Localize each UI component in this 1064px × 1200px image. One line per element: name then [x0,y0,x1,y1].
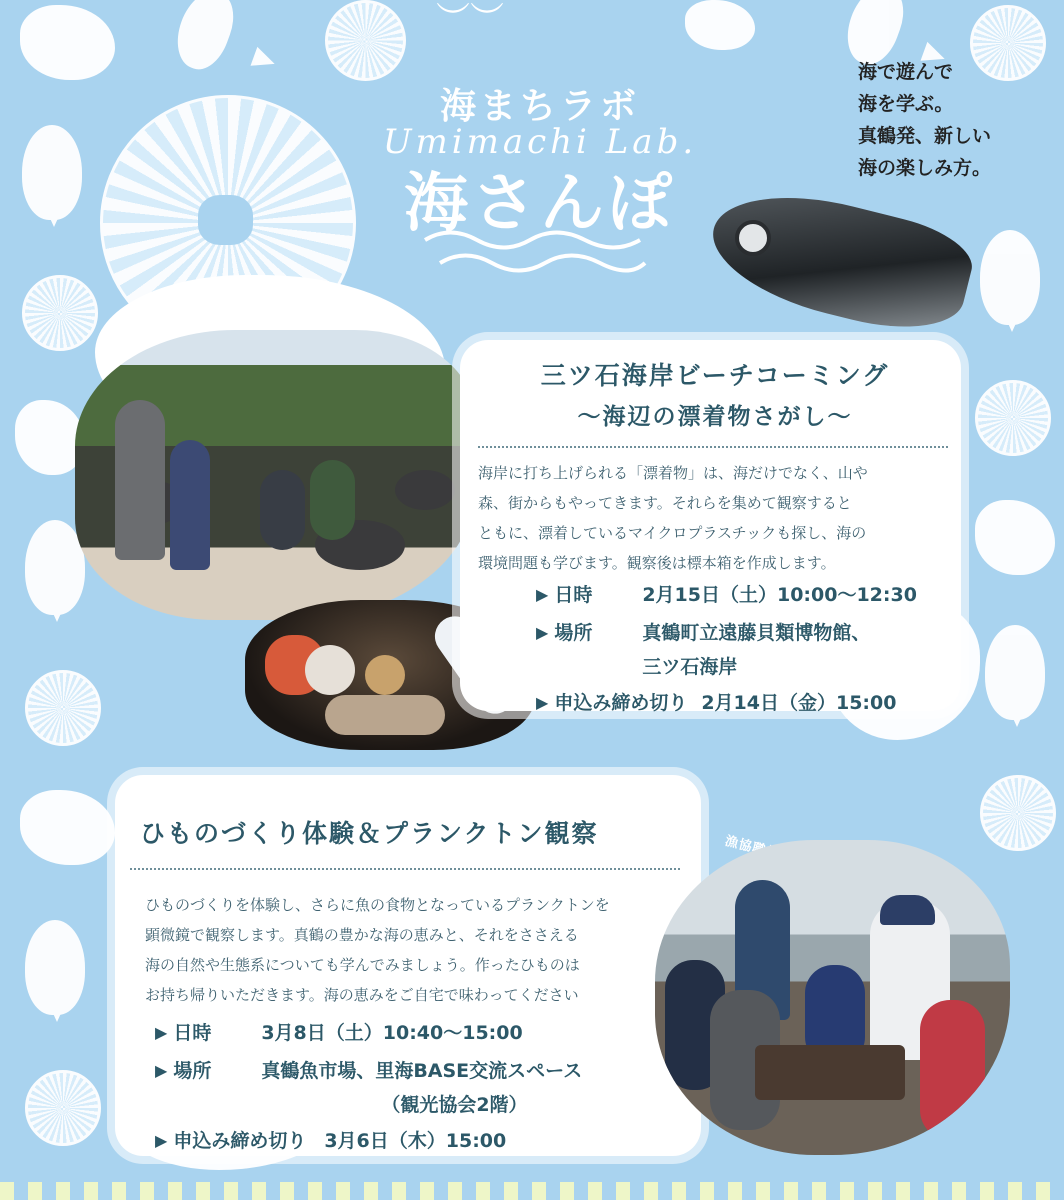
shell-icon [20,790,115,865]
description-line: 海の自然や生態系についても学んでみましょう。作ったひものは [145,956,580,974]
description-line: ひものづくりを体験し、さらに魚の食物となっているプランクトンを [145,896,610,914]
date-value: 2月15日（土）10:00～12:30 [642,584,917,606]
event2-place-row [155,1054,685,1122]
sea-urchin-icon [980,775,1056,851]
arrow-icon: ▶ [155,1131,168,1150]
arrow-icon: ▶ [155,1023,168,1042]
urchin-center [198,195,253,245]
fish-icon [22,125,82,220]
date-label: 日時 [173,1022,212,1044]
arrow-icon: ▶ [536,585,549,604]
shell-icon [685,0,755,50]
description-line: 森、街からもやってきます。それらを集めて観察すると [478,494,852,512]
sea-urchin-icon [22,275,98,351]
description-line: ともに、漂着しているマイクロプラスチックも探し、海の [478,524,867,542]
title-top: 海まちラボ [439,85,640,127]
beach-photo [75,330,475,620]
sea-urchin-icon [325,0,406,81]
date-label: 日時 [554,584,593,606]
description-line: 環境問題も学びます。観察後は標本箱を作成します。 [478,554,836,572]
wave-icon [420,225,650,275]
event1-divider [478,446,948,448]
tagline-line: 海の楽しみ方。 [858,157,992,179]
event2-date-row [155,1016,685,1050]
dried-fish-photo [710,195,980,335]
tagline-line: 真鶴発、新しい [858,125,992,147]
place-value-line: （観光協会2階） [381,1094,528,1116]
tagline [858,56,1058,184]
page-title: 海さんぽ [404,166,676,241]
tagline-line: 海を学ぶ。 [858,93,954,115]
fish-icon [168,0,242,76]
sea-urchin-icon [975,380,1051,456]
place-value-line: 真鶴町立遠藤貝類博物館、 [642,622,871,644]
deadline-label: 申込み締め切り [554,692,688,714]
tagline-line: 海で遊んで [858,61,954,83]
description-line: 顕微鏡で観察します。真鶴の豊かな海の恵みと、それをささえる [145,926,579,944]
shell-icon [20,5,115,80]
description-line: 海岸に打ち上げられる「漂着物」は、海だけでなく、山や [478,464,868,482]
date-value: 3月8日（土）10:40～15:00 [261,1022,523,1044]
fish-icon [25,920,85,1015]
place-label: 場所 [554,622,593,644]
event2-title: ひものづくり体験＆プランクトン観察 [140,819,599,848]
event2-deadline-row [155,1124,685,1158]
place-value [261,1054,582,1122]
event2-divider [130,868,680,870]
arrow-icon: ▶ [155,1061,168,1080]
place-label: 場所 [173,1060,212,1082]
event2-description [145,890,690,1010]
event1-description [478,458,953,578]
place-value-line: 三ツ石海岸 [642,656,738,678]
fish-icon [985,625,1045,720]
sea-urchin-icon [25,1070,101,1146]
event1-deadline-row [536,686,956,720]
place-value [642,616,870,684]
event1-place-row [536,616,956,684]
fish-icon [980,230,1040,325]
arrow-icon: ▶ [536,623,549,642]
workshop-photo [655,840,1010,1155]
event1-title: 三ツ石海岸ビーチコーミング [540,361,890,390]
bottom-stripe [0,1182,1064,1200]
title-roman: Umimachi Lab. [382,122,698,162]
place-value-line: 真鶴魚市場、里海BASE交流スペース [261,1060,583,1082]
event2-info [155,1016,685,1158]
deadline-label: 申込み締め切り [173,1130,307,1152]
event1-subtitle: ～海辺の漂着物さがし～ [577,404,853,430]
description-line: お持ち帰りいただきます。海の恵みをご自宅で味わってください [145,986,579,1004]
event1-date-row [536,578,956,612]
shell-icon [975,500,1055,575]
seagull-icon: ︶︶ [436,0,504,40]
event1-info [536,578,956,720]
deadline-value: 2月14日（金）15:00 [701,692,897,714]
deadline-value: 3月6日（木）15:00 [324,1130,507,1152]
arrow-icon: ▶ [536,693,549,712]
sea-urchin-icon [25,670,101,746]
